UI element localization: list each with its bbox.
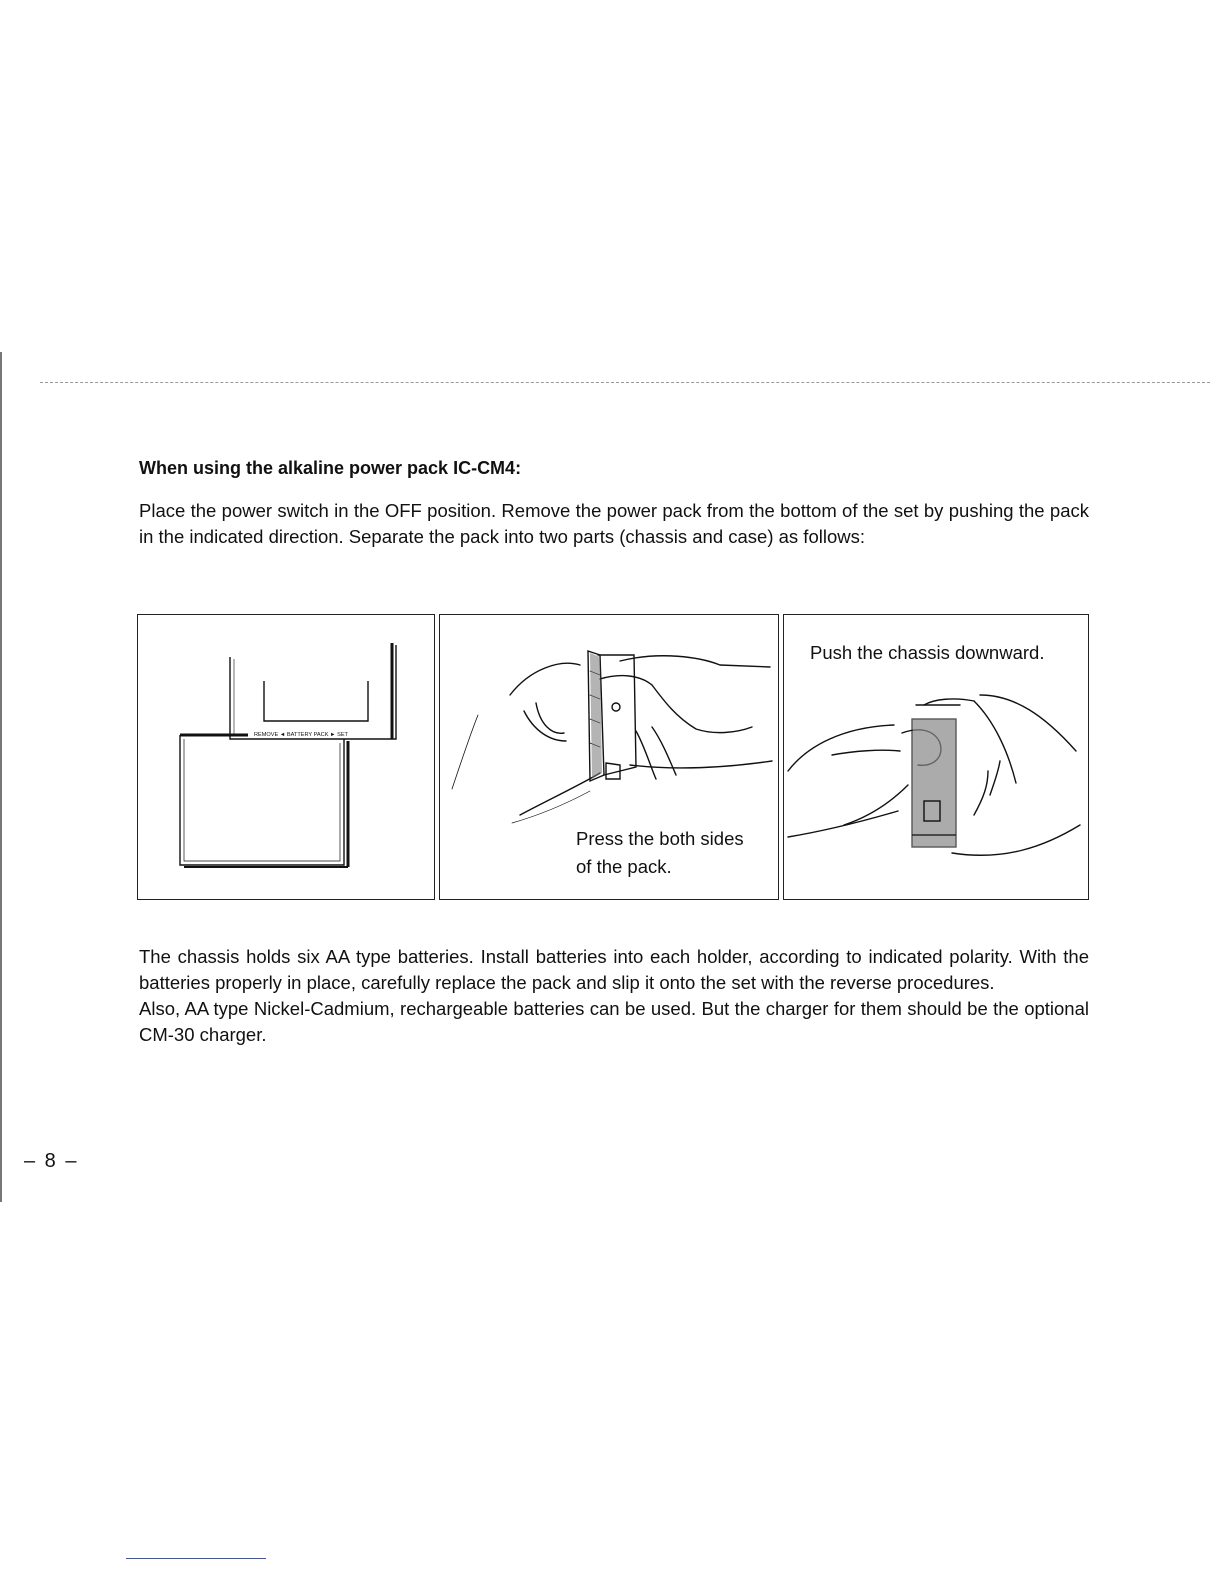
hands-push-drawing [784,615,1090,901]
body-section [139,944,1089,1048]
intro-section [139,456,1089,550]
press-sides-caption [576,825,776,881]
body-paragraph-1: The chassis holds six AA type batteries. Install batteries into each holder, according to indicated polarity. With the batteries properly in place, carefully replace the pack and slip it onto the set with the reverse procedures. [139,946,1089,993]
push-chassis-caption: Push the chassis downward. [810,642,1045,663]
figure-press-sides [439,614,779,900]
section-heading: When using the alkaline power pack IC-CM4: [139,458,522,478]
scan-top-rule [40,382,1210,383]
pack-slide-label: REMOVE ◄ BATTERY PACK ► SET [254,732,348,738]
caption-line-1: Press the both sides [576,828,744,849]
figure-battery-pack-removal [137,614,435,900]
intro-paragraph: Place the power switch in the OFF position. Remove the power pack from the bottom of the set by pushing the pack in the indicated direction. Separate the pack into two parts (chassis and case) as follows: [139,500,1089,547]
figure-push-chassis [783,614,1089,900]
figure-row [137,614,1089,902]
battery-pack-drawing [138,615,436,901]
margin-rule [0,352,2,1202]
page-number: – 8 – [24,1150,79,1172]
caption-line-2: of the pack. [576,856,672,877]
body-paragraph-2: Also, AA type Nickel-Cadmium, rechargeable batteries can be used. But the charger for them should be the optional CM-30 charger. [139,998,1089,1045]
footer-rule [126,1558,266,1559]
